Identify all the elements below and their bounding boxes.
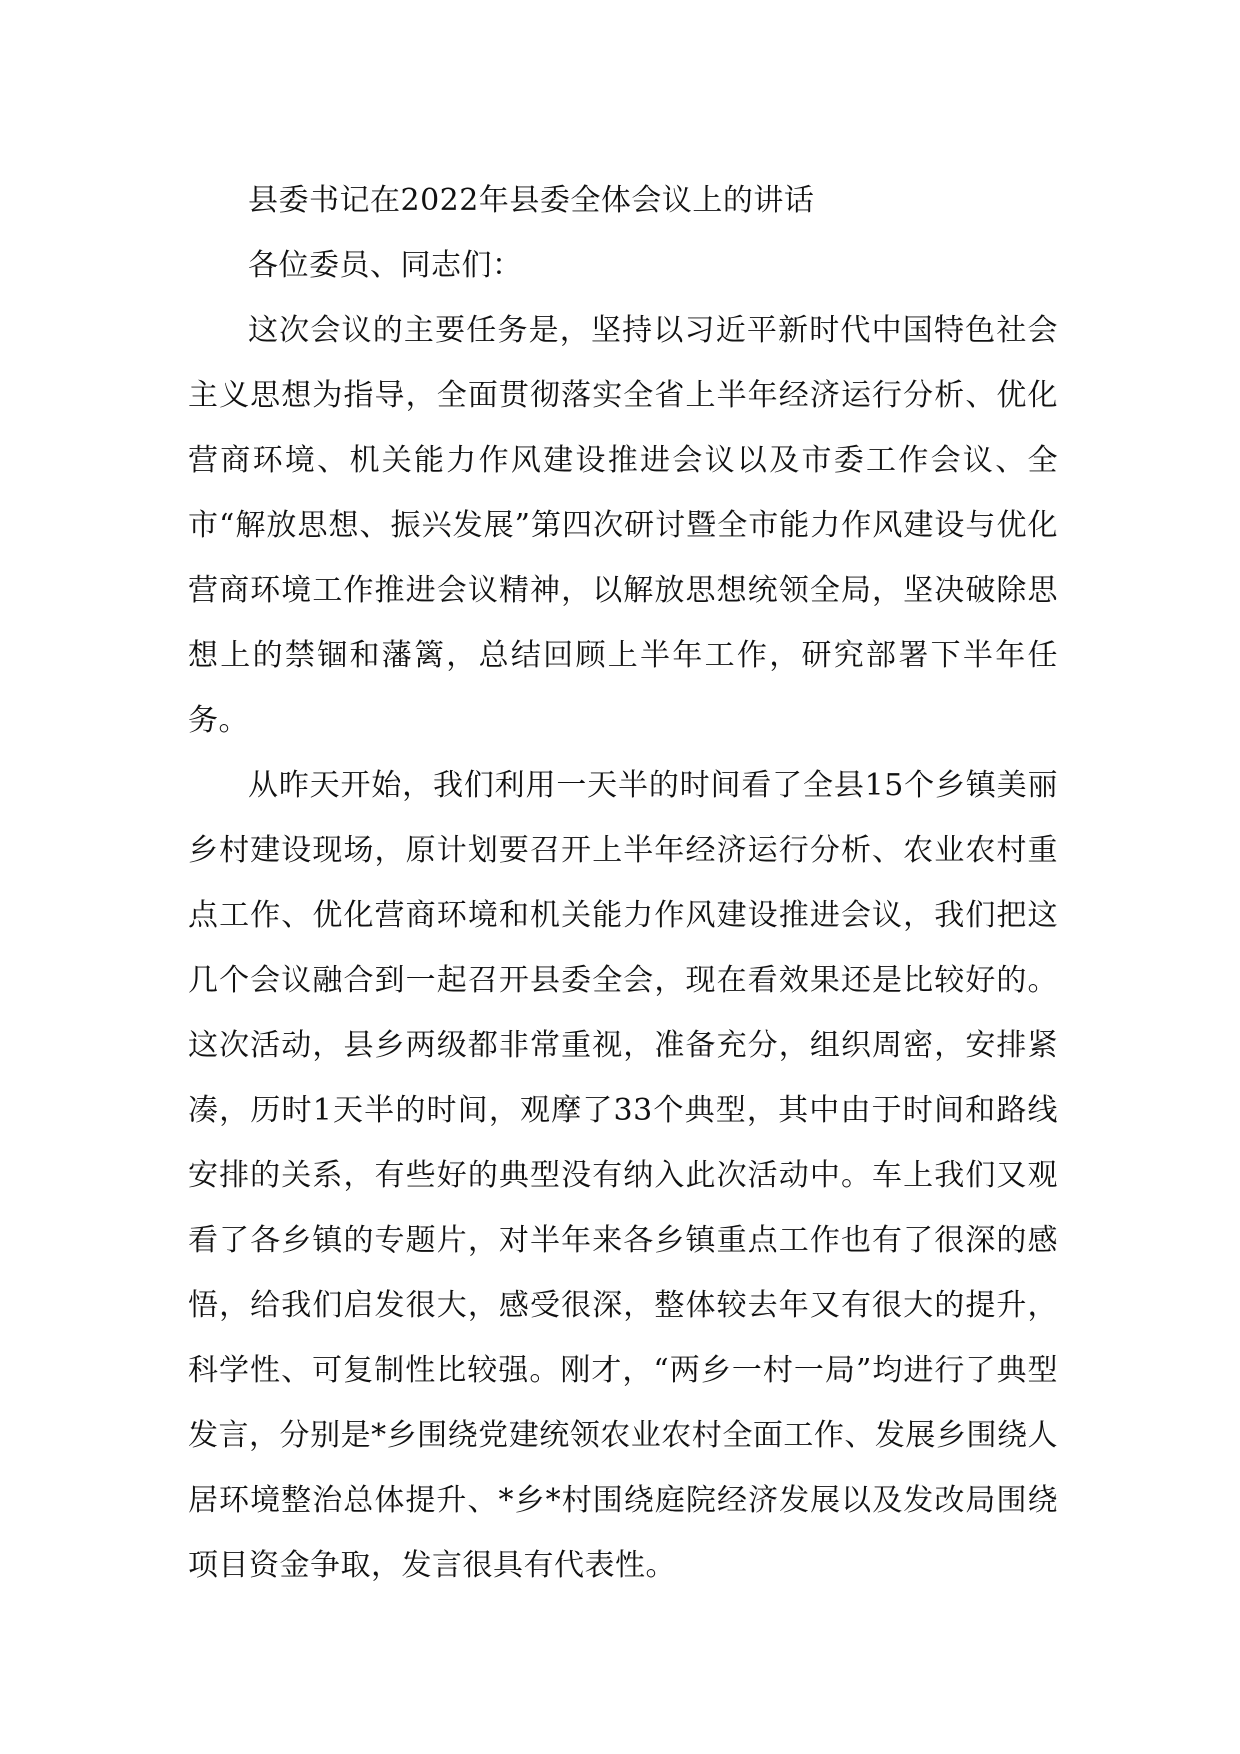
- document-title: 县委书记在2022年县委全体会议上的讲话: [248, 183, 815, 218]
- document-body: [188, 168, 1058, 1598]
- salutation: 各位委员、同志们：: [248, 248, 523, 283]
- paragraph-1: 这次会议的主要任务是，坚持以习近平新时代中国特色社会主义思想为指导，全面贯彻落实全省上半年经济运行分析、优化营商环境、机关能力作风建设推进会议以及市委工作会议、全市“解放思想、振兴发展”第四次研讨暨全市能力作风建设与优化营商环境工作推进会议精神，以解放思想统领全局，坚决破除思想上的禁锢和藩篱，总结回顾上半年工作，研究部署下半年任务。: [188, 313, 1058, 738]
- paragraph-2: 从昨天开始，我们利用一天半的时间看了全县15个乡镇美丽乡村建设现场，原计划要召开上半年经济运行分析、农业农村重点工作、优化营商环境和机关能力作风建设推进会议，我们把这几个会议融合到一起召开县委全会，现在看效果还是比较好的。这次活动，县乡两级都非常重视，准备充分，组织周密，安排紧凑，历时1天半的时间，观摩了33个典型，其中由于时间和路线安排的关系，有些好的典型没有纳入此次活动中。车上我们又观看了各乡镇的专题片，对半年来各乡镇重点工作也有了很深的感悟，给我们启发很大，感受很深，整体较去年又有很大的提升，科学性、可复制性比较强。刚才，“两乡一村一局”均进行了典型发言，分别是*乡围绕党建统领农业农村全面工作、发展乡围绕人居环境整治总体提升、*乡*村围绕庭院经济发展以及发改局围绕项目资金争取，发言很具有代表性。: [188, 768, 1058, 1583]
